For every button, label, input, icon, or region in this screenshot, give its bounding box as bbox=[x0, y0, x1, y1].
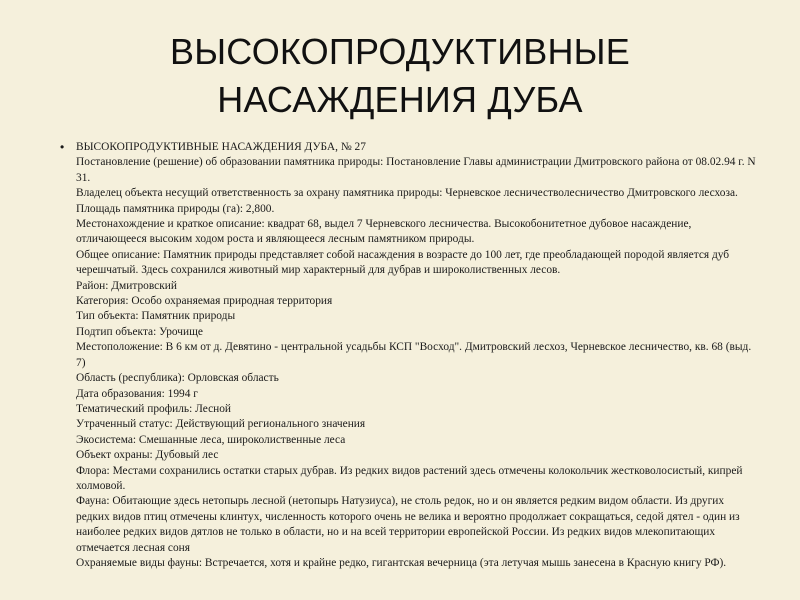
founding-date-text: Дата образования: 1994 г bbox=[76, 387, 198, 400]
object-type-text: Тип объекта: Памятник природы bbox=[76, 310, 236, 323]
slide-title-line-1: ВЫСОКОПРОДУКТИВНЫЕ bbox=[170, 31, 630, 72]
thematic-profile-text: Тематический профиль: Лесной bbox=[76, 402, 232, 415]
area-text: Площадь памятника природы (га): 2,800. bbox=[76, 202, 275, 215]
object-subtype-text: Подтип объекта: Урочище bbox=[76, 325, 203, 338]
record-heading: ВЫСОКОПРОДУКТИВНЫЕ НАСАЖДЕНИЯ ДУБА, № 27 bbox=[76, 141, 366, 153]
region-text: Область (республика): Орловская область bbox=[76, 372, 279, 385]
slide-body bbox=[60, 140, 758, 571]
protected-fauna-text: Охраняемые виды фауны: Встречается, хотя и крайне редко, гигантская вечерница (эта летучая мышь занесена в Красную книгу РФ). bbox=[76, 556, 727, 569]
decree-text: Постановление (решение) об образовании памятника природы: Постановление Главы администрации Дмитровского района от 08.02.94 г. N 31. bbox=[76, 156, 756, 184]
owner-text: Владелец объекта несущий ответственность за охрану памятника природы: Черневское лесничестволесничество Дмитровского лесхоза. bbox=[76, 187, 738, 200]
category-text: Категория: Особо охраняемая природная территория bbox=[76, 295, 333, 308]
slide-title-line-2: НАСАЖДЕНИЯ ДУБА bbox=[217, 79, 583, 120]
location-description-text: Местонахождение и краткое описание: квадрат 68, выдел 7 Черневского лесничества. Высокобонитетное дубовое насаждение, отличающееся высоким ходом роста и являющееся лесным памятником природы. bbox=[76, 218, 692, 246]
bullet-icon: • bbox=[60, 140, 65, 154]
location-text: Местоположение: В 6 км от д. Девятино - центральной усадьбы КСП "Восход". Дмитровский лесхоз, Черневское лесничество, кв. 68 (выд. 7) bbox=[76, 341, 752, 369]
flora-text: Флора: Местами сохранились остатки старых дубрав. Из редких видов растений здесь отмечены колокольчик жестковолосистый, кипрей холмовой. bbox=[76, 464, 743, 492]
slide-title bbox=[0, 28, 800, 124]
status-text: Утраченный статус: Действующий регионального значения bbox=[76, 418, 366, 431]
ecosystem-text: Экосистема: Смешанные леса, широколиственные леса bbox=[76, 433, 346, 446]
district-text: Район: Дмитровский bbox=[76, 279, 177, 292]
fauna-text: Фауна: Обитающие здесь нетопырь лесной (нетопырь Натузиуса), не столь редок, но и он является редким видом области. Из других редких видов птиц отмечены клинтух, численность которого очень не велика и вероятно продолжает сокращаться, седой дятел - один из наиболее редких видов дятлов не только в области, но и на всей территории европейской России. Из редких видов млекопитающих отмечается лесная соня bbox=[76, 495, 740, 554]
protected-object-text: Объект охраны: Дубовый лес bbox=[76, 449, 219, 462]
general-description-text: Общее описание: Памятник природы представляет собой насаждения в возрасте до 100 лет, где преобладающей породой является дуб черешчатый. Здесь сохранился животный мир характерный для дубрав и широколиственных лесов. bbox=[76, 248, 730, 277]
